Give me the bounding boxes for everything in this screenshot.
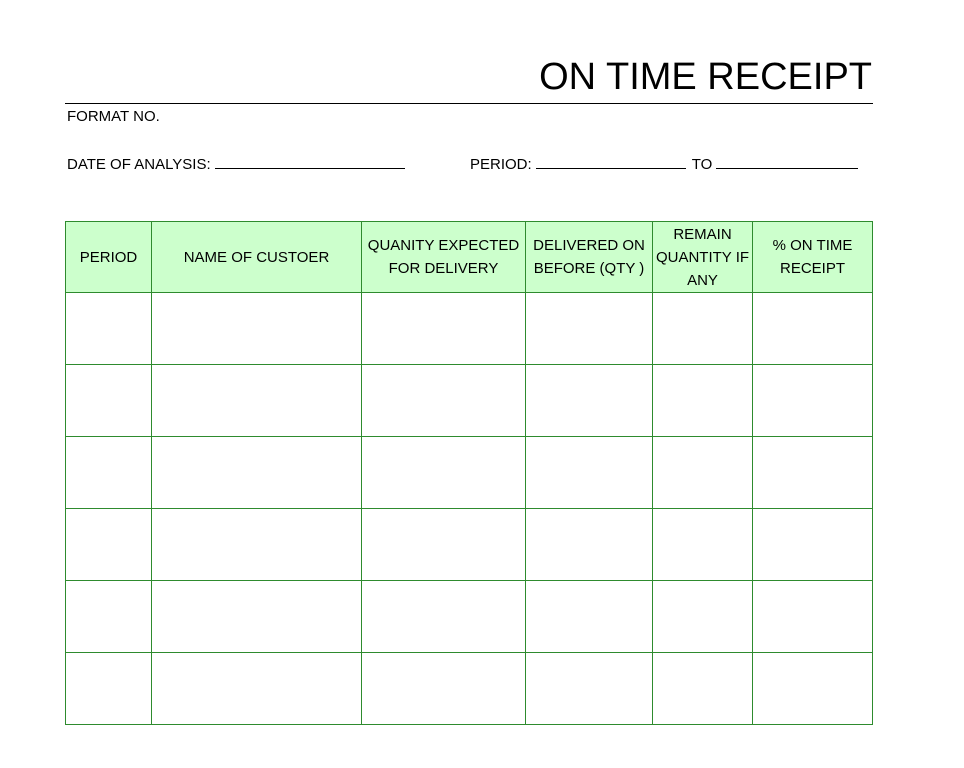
- table-cell[interactable]: [362, 581, 526, 653]
- table-cell[interactable]: [66, 293, 152, 365]
- table-cell[interactable]: [653, 293, 753, 365]
- table-cell[interactable]: [526, 653, 653, 725]
- table-cell[interactable]: [66, 509, 152, 581]
- table-cell[interactable]: [753, 365, 873, 437]
- table-cell[interactable]: [66, 365, 152, 437]
- to-label: TO: [691, 156, 713, 173]
- receipt-table: [65, 221, 873, 725]
- column-header-period: PERIOD: [66, 222, 152, 293]
- title-divider: [65, 103, 873, 104]
- table-cell[interactable]: [753, 653, 873, 725]
- column-header-customer-name: NAME OF CUSTOER: [152, 222, 362, 293]
- date-of-analysis-label: DATE OF ANALYSIS:: [67, 156, 211, 173]
- period-from-blank[interactable]: [536, 154, 686, 169]
- table-cell[interactable]: [362, 437, 526, 509]
- table-row: [66, 653, 873, 725]
- table-cell[interactable]: [526, 437, 653, 509]
- table-cell[interactable]: [653, 365, 753, 437]
- table-cell[interactable]: [362, 509, 526, 581]
- table-cell[interactable]: [526, 509, 653, 581]
- table-cell[interactable]: [753, 509, 873, 581]
- table-cell[interactable]: [362, 653, 526, 725]
- table-cell[interactable]: [152, 437, 362, 509]
- table-row: [66, 509, 873, 581]
- date-of-analysis-blank[interactable]: [215, 154, 405, 169]
- table-cell[interactable]: [753, 293, 873, 365]
- table-header-row: [66, 222, 873, 293]
- table-row: [66, 581, 873, 653]
- table-cell[interactable]: [653, 581, 753, 653]
- period-label: PERIOD:: [470, 156, 532, 173]
- table-cell[interactable]: [753, 581, 873, 653]
- format-no-label: FORMAT NO.: [67, 108, 160, 125]
- table-row: [66, 365, 873, 437]
- table-cell[interactable]: [66, 437, 152, 509]
- table-cell[interactable]: [362, 365, 526, 437]
- table-cell[interactable]: [152, 365, 362, 437]
- table-row: [66, 293, 873, 365]
- table-cell[interactable]: [653, 509, 753, 581]
- column-header-quantity-expected: QUANITY EXPECTED FOR DELIVERY: [362, 222, 526, 293]
- page-title: ON TIME RECEIPT: [539, 56, 872, 98]
- period-to-blank[interactable]: [716, 154, 858, 169]
- table-cell[interactable]: [526, 365, 653, 437]
- column-header-on-time-percent: % ON TIME RECEIPT: [753, 222, 873, 293]
- table-cell[interactable]: [66, 653, 152, 725]
- table-cell[interactable]: [66, 581, 152, 653]
- table-cell[interactable]: [653, 653, 753, 725]
- table-cell[interactable]: [526, 581, 653, 653]
- table-cell[interactable]: [526, 293, 653, 365]
- table-cell[interactable]: [653, 437, 753, 509]
- table-row: [66, 437, 873, 509]
- table-cell[interactable]: [152, 293, 362, 365]
- table-cell[interactable]: [152, 581, 362, 653]
- period-row: [470, 154, 858, 174]
- column-header-delivered-on-before: DELIVERED ON BEFORE (QTY ): [526, 222, 653, 293]
- table-cell[interactable]: [362, 293, 526, 365]
- column-header-remain-quantity: REMAIN QUANTITY IF ANY: [653, 222, 753, 293]
- table-cell[interactable]: [753, 437, 873, 509]
- date-of-analysis-row: [67, 154, 405, 174]
- table-cell[interactable]: [152, 509, 362, 581]
- table-cell[interactable]: [152, 653, 362, 725]
